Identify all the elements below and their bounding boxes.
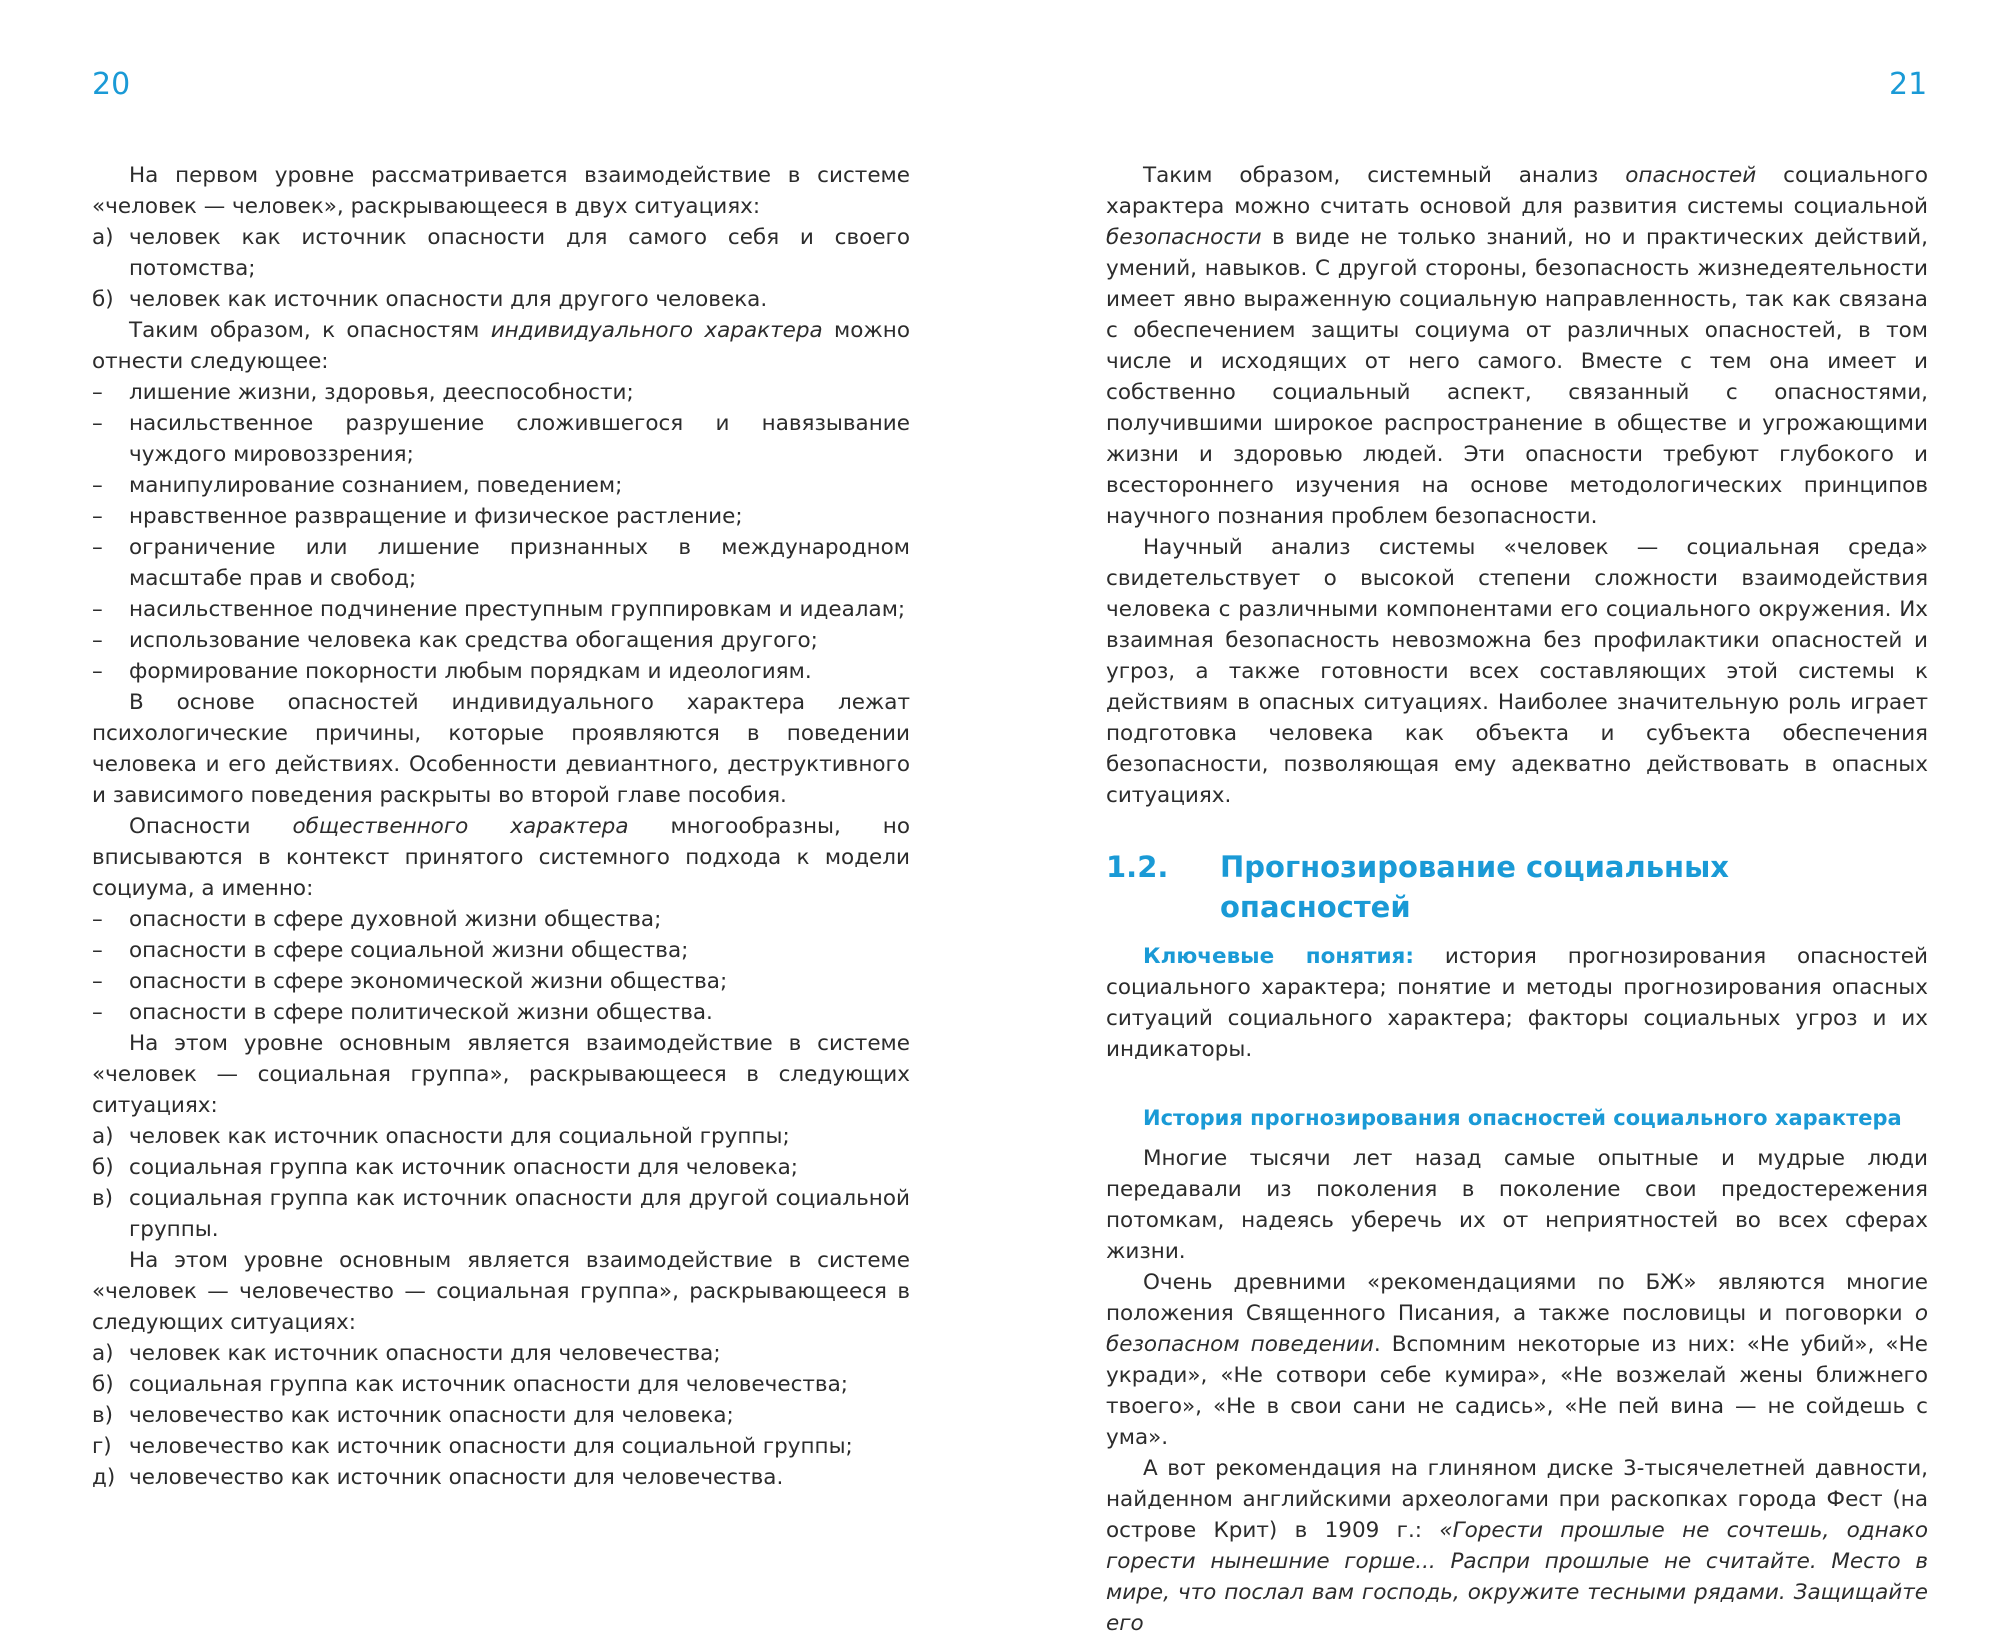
list-individual-dangers xyxy=(92,377,910,687)
list-item: а) человек как источник опасности для социальной группы; xyxy=(92,1124,790,1149)
section-number: 1.2. xyxy=(1106,850,1169,884)
paragraph: На первом уровне рассматривается взаимодействие в системе «человек — человек», раскрывающееся в двух ситуациях: xyxy=(92,163,910,219)
left-page-body xyxy=(92,160,910,1493)
paragraph: Многие тысячи лет назад самые опытные и мудрые люди передавали из поколения в поколение свои предостережения потомкам, надеясь уберечь их от неприятностей во всех сферах жизни. xyxy=(1106,1146,1928,1264)
paragraph: В основе опасностей индивидуального характера лежат психологические причины, которые проявляются в поведении человека и его действиях. Особенности девиантного, деструктивного и зависимого поведения раскрыты во второй главе пособия. xyxy=(92,690,910,808)
list-item: – опасности в сфере экономической жизни общества; xyxy=(92,969,728,994)
paragraph: Очень древними «рекомендациями по БЖ» являются многие положения Священного Писания, а также пословицы и поговорки о безопасном поведении. Вспомним некоторые из них: «Не убий», «Не укради», «Не сотвори себе кумира», «Не возжелай жены ближнего твоего», «Не в свои сани не садись», «Не пей вина — не сойдешь с ума». xyxy=(1106,1270,1928,1450)
list-item: – нравственное развращение и физическое растление; xyxy=(92,504,743,529)
paragraph: Таким образом, к опасностям индивидуального характера можно отнести следующее: xyxy=(92,318,910,374)
list-item: – формирование покорности любым порядкам и идеологиям. xyxy=(92,659,812,684)
list-item: б) социальная группа как источник опасности для человечества; xyxy=(92,1372,849,1397)
list-situations-2 xyxy=(92,1121,910,1245)
list-item: б) человек как источник опасности для другого человека. xyxy=(92,287,768,312)
page-number-left: 20 xyxy=(92,67,131,102)
page-number-right: 21 xyxy=(1889,67,1928,102)
list-item: – опасности в сфере духовной жизни общества; xyxy=(92,907,662,932)
list-item: – опасности в сфере социальной жизни общества; xyxy=(92,938,689,963)
list-item: а) человек как источник опасности для самого себя и своего потомства; xyxy=(92,225,910,281)
section-title: Прогнозирование социальных опасностей xyxy=(1220,850,1730,924)
right-page-body xyxy=(1106,160,1928,1639)
key-concepts-label: Ключевые понятия: xyxy=(1143,944,1414,969)
list-item: а) человек как источник опасности для человечества; xyxy=(92,1341,721,1366)
paragraph: Опасности общественного характера многообразны, но вписываются в контекст принятого системного подхода к модели социума, а именно: xyxy=(92,814,911,901)
list-item: – лишение жизни, здоровья, дееспособности; xyxy=(92,380,634,405)
list-item: д) человечество как источник опасности для человечества. xyxy=(92,1465,784,1490)
list-item: – опасности в сфере политической жизни общества. xyxy=(92,1000,713,1025)
list-item: – насильственное разрушение сложившегося и навязывание чуждого мировоззрения; xyxy=(92,411,910,467)
list-item: – манипулирование сознанием, поведением; xyxy=(92,473,623,498)
paragraph: На этом уровне основным является взаимодействие в системе «человек — человечество — социальная группа», раскрывающееся в следующих ситуациях: xyxy=(92,1248,910,1335)
key-concepts: Ключевые понятия: история прогнозирования опасностей социального характера; понятие и методы прогнозирования опасных ситуаций социального характера; факторы социальных угроз и их индикаторы. xyxy=(1106,944,1928,1062)
list-situations-1 xyxy=(92,222,910,315)
list-item: в) социальная группа как источник опасности для другой социальной группы. xyxy=(92,1186,910,1242)
section-heading xyxy=(1106,847,1928,927)
paragraph: Таким образом, системный анализ опасностей социального характера можно считать основой для развития системы социальной безопасности в виде не только знаний, но и практических действий, умений, навыков. С другой стороны, безопасность жизнедеятельности имеет явно выраженную социальную направленность, так как связана с обеспечением защиты социума от различных опасностей, в том числе и исходящих от него самого. Вместе с тем она имеет и собственно социальный аспект, связанный с опасностями, получившими широкое распространение в обществе и угрожающими жизни и здоровью людей. Эти опасности требуют глубокого и всестороннего изучения на основе методологических принципов научного познания проблем безопасности. xyxy=(1106,163,1928,529)
list-situations-3 xyxy=(92,1338,910,1493)
list-item: – насильственное подчинение преступным группировкам и идеалам; xyxy=(92,597,906,622)
list-item: – использование человека как средства обогащения другого; xyxy=(92,628,818,653)
paragraph: А вот рекомендация на глиняном диске 3-тысячелетней давности, найденном английскими археологами при раскопках города Фест (на острове Крит) в 1909 г.: «Горести прошлые не сочтешь, однако горести нынешние горше... Распри прошлые не считайте. Место в мире, что послал вам господь, окружите тесными рядами. Защищайте его xyxy=(1106,1456,1928,1636)
list-social-dangers xyxy=(92,904,910,1028)
subheading: История прогнозирования опасностей социального характера xyxy=(1143,1106,1902,1130)
paragraph: Научный анализ системы «человек — социальная среда» свидетельствует о высокой степени сложности взаимодействия человека с различными компонентами его социального окружения. Их взаимная безопасность невозможна без профилактики опасностей и угроз, а также готовности всех составляющих этой системы к действиям в опасных ситуациях. Наиболее значительную роль играет подготовка человека как объекта и субъекта обеспечения безопасности, позволяющая ему адекватно действовать в опасных ситуациях. xyxy=(1106,535,1928,808)
paragraph: На этом уровне основным является взаимодействие в системе «человек — социальная группа», раскрывающееся в следующих ситуациях: xyxy=(92,1031,910,1118)
list-item: г) человечество как источник опасности для социальной группы; xyxy=(92,1434,853,1459)
list-item: – ограничение или лишение признанных в международном масштабе прав и свобод; xyxy=(92,535,910,591)
list-item: в) человечество как источник опасности для человека; xyxy=(92,1403,734,1428)
list-item: б) социальная группа как источник опасности для человека; xyxy=(92,1155,799,1180)
